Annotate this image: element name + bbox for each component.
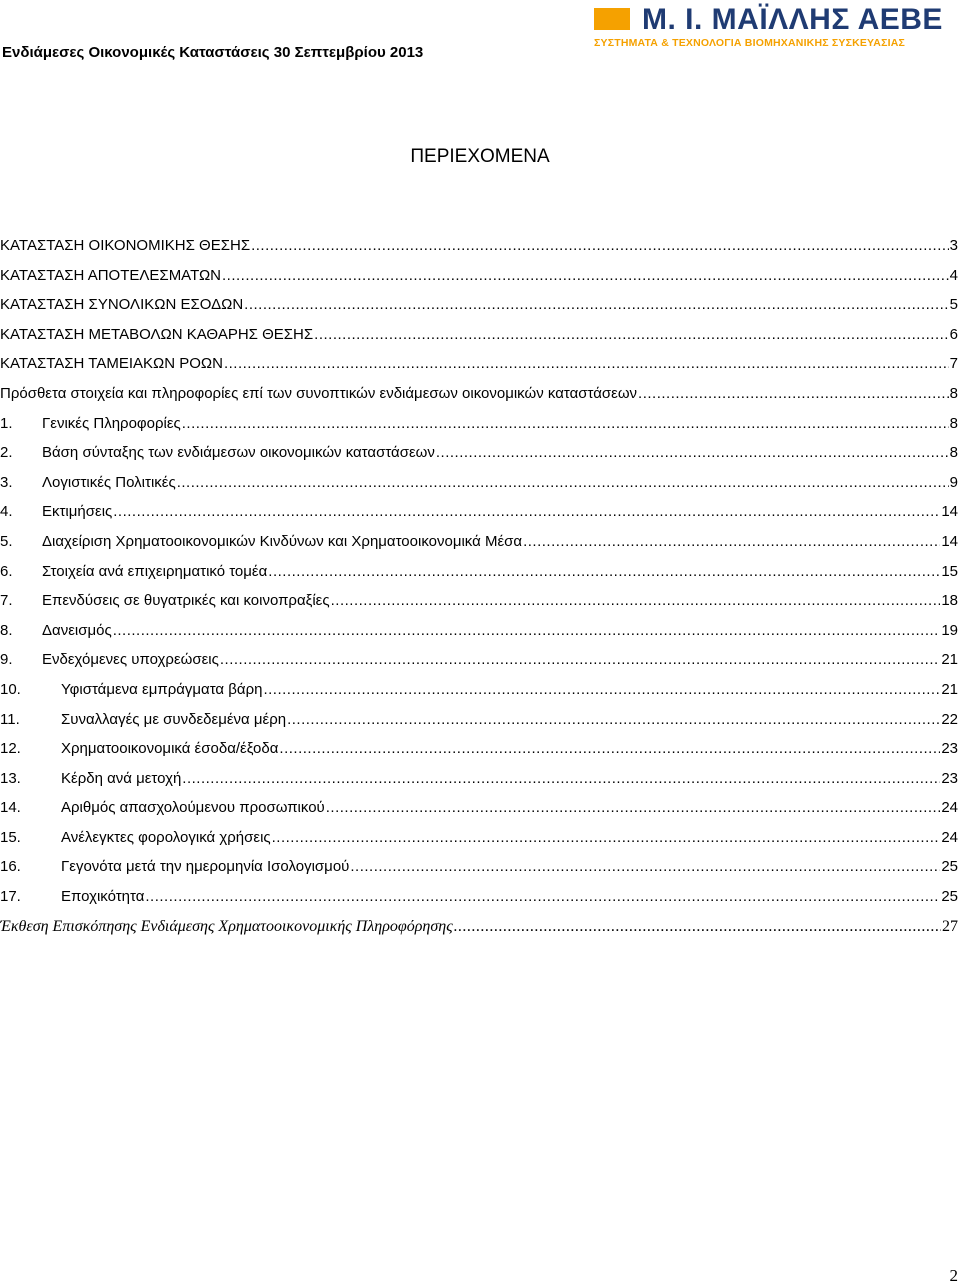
toc-entry[interactable] [0,474,958,504]
toc-entry-label: Αριθμός απασχολούμενου προσωπικού [61,799,325,817]
toc-entry-label: Λογιστικές Πολιτικές [42,473,176,491]
document-title: Ενδιάμεσες Οικονομικές Καταστάσεις 30 Σεπτεμβρίου 2013 [2,44,424,61]
toc-entry-label: Ανέλεγκτες φορολογικά χρήσεις [61,828,271,846]
toc-entry-number: 7. [0,592,13,610]
toc-entry-label: Βάση σύνταξης των ενδιάμεσων οικονομικών καταστάσεων [42,444,435,462]
toc-entry-label: ΚΑΤΑΣΤΑΣΗ ΑΠΟΤΕΛΕΣΜΑΤΩΝ [0,266,222,284]
toc-entry-label: Χρηματοοικονομικά έσοδα/έξοδα [61,740,279,758]
toc-dot-leader [251,237,949,254]
toc-entry-label: Έκθεση Επισκόπησης Ενδιάμεσης Χρηματοοικονομικής Πληροφόρησης [0,917,453,935]
toc-entry-page: 27 [942,917,958,935]
toc-entry[interactable] [0,296,958,326]
toc-dot-leader [113,503,940,520]
toc-entry-page: 7 [949,355,958,373]
toc-entry-page: 22 [941,710,958,728]
toc-entry-page: 9 [949,473,958,491]
toc-entry-label: Γενικές Πληροφορίες [42,414,181,432]
toc-entry-page: 21 [941,680,958,698]
toc-entry-label: ΚΑΤΑΣΤΑΣΗ ΜΕΤΑΒΟΛΩΝ ΚΑΘΑΡΗΣ ΘΕΣΗΣ [0,325,314,343]
toc-entry-page: 8 [949,414,958,432]
toc-dot-leader [177,474,949,491]
toc-dot-leader [454,918,941,936]
toc-entry-label: Εκτιμήσεις [42,503,113,521]
toc-entry-page: 21 [941,651,958,669]
toc-dot-leader [145,888,940,905]
toc-dot-leader [638,385,949,402]
toc-entry-page: 19 [941,621,958,639]
toc-entry[interactable] [0,592,958,622]
toc-title: ΠΕΡΙΕΧΟΜΕΝΑ [410,146,550,167]
toc-entry[interactable] [0,326,958,356]
logo-name: Μ. Ι. ΜΑΪΛΛΗΣ ΑΕΒΕ [642,3,943,36]
toc-entry-page: 8 [949,384,958,402]
toc-entry-page: 25 [941,858,958,876]
toc-entry[interactable] [0,858,958,888]
toc-dot-leader [331,592,941,609]
toc-entry-label: Πρόσθετα στοιχεία και πληροφορίες επί των συνοπτικών ενδιάμεσων οικονομικών καταστάσεων [0,384,638,402]
toc-entry[interactable] [0,888,958,918]
toc-dot-leader [224,355,949,372]
toc-entry-label: Γεγονότα μετά την ημερομηνία Ισολογισμού [61,858,350,876]
toc-entry-label: Στοιχεία ανά επιχειρηματικό τομέα [42,562,268,580]
toc-dot-leader [244,296,948,313]
toc-entry-number: 3. [0,473,13,491]
toc-entry-label: Ενδεχόμενες υποχρεώσεις [42,651,219,669]
toc-entry-number: 10. [0,680,21,698]
company-logo [594,4,960,54]
toc-entry-label: Δανεισμός [42,621,112,639]
toc-entry-label: Υφιστάμενα εμπράγματα βάρη [61,680,263,698]
toc-entry-page: 24 [941,828,958,846]
toc-entry-page: 14 [941,532,958,550]
toc-entry[interactable] [0,355,958,385]
toc-dot-leader [523,533,940,550]
toc-entry[interactable] [0,651,958,681]
toc-entry-number: 15. [0,828,21,846]
toc-entry[interactable] [0,711,958,741]
toc-dot-leader [436,444,949,461]
toc-entry[interactable] [0,770,958,800]
toc-entry-page: 14 [941,503,958,521]
toc-entry[interactable] [0,681,958,711]
toc-entry[interactable] [0,918,958,948]
toc-entry-label: ΚΑΤΑΣΤΑΣΗ ΟΙΚΟΝΟΜΙΚΗΣ ΘΕΣΗΣ [0,237,251,254]
toc-entry[interactable] [0,503,958,533]
toc-entry-label: Κέρδη ανά μετοχή [61,769,182,787]
table-of-contents [0,237,958,947]
toc-entry-number: 2. [0,444,13,462]
toc-dot-leader [268,563,940,580]
toc-entry-page: 23 [941,769,958,787]
toc-entry-page: 15 [941,562,958,580]
toc-dot-leader [279,740,940,757]
toc-entry-number: 16. [0,858,21,876]
toc-entry-label: ΚΑΤΑΣΤΑΣΗ ΤΑΜΕΙΑΚΩΝ ΡΟΩΝ [0,355,223,373]
toc-entry[interactable] [0,799,958,829]
toc-dot-leader [314,326,948,343]
toc-entry-page: 23 [941,740,958,758]
toc-dot-leader [220,651,940,668]
toc-dot-leader [113,622,941,639]
toc-entry-page: 5 [949,296,958,314]
toc-entry-label: Εποχικότητα [61,888,145,906]
toc-dot-leader [182,415,949,432]
logo-tagline: ΣΥΣΤΗΜΑΤΑ & ΤΕΧΝΟΛΟΓΙΑ ΒΙΟΜΗΧΑΝΙΚΗΣ ΣΥΣΚΕΥΑΣΙΑΣ [594,37,905,49]
toc-entry-number: 17. [0,888,21,906]
toc-dot-leader [326,799,941,816]
toc-entry-page: 18 [941,592,958,610]
toc-entry[interactable] [0,740,958,770]
toc-entry-page: 3 [949,237,958,254]
toc-dot-leader [287,711,940,728]
toc-dot-leader [222,267,949,284]
page-number: 2 [949,1266,958,1285]
toc-entry-page: 6 [949,325,958,343]
toc-entry-number: 13. [0,769,21,787]
toc-entry-number: 1. [0,414,13,432]
toc-entry-number: 4. [0,503,13,521]
toc-entry-number: 5. [0,532,13,550]
toc-entry-number: 6. [0,562,13,580]
toc-entry-page: 8 [949,444,958,462]
toc-entry-label: Επενδύσεις σε θυγατρικές και κοινοπραξίες [42,592,330,610]
toc-entry[interactable] [0,444,958,474]
toc-entry-number: 12. [0,740,21,758]
toc-entry[interactable] [0,267,958,297]
toc-entry-number: 8. [0,621,13,639]
toc-dot-leader [272,829,941,846]
toc-entry[interactable] [0,237,958,267]
toc-entry[interactable] [0,385,958,415]
toc-entry[interactable] [0,622,958,652]
toc-entry-number: 11. [0,710,20,728]
toc-entry[interactable] [0,533,958,563]
toc-entry-label: Συναλλαγές με συνδεδεμένα μέρη [61,710,287,728]
toc-entry-label: ΚΑΤΑΣΤΑΣΗ ΣΥΝΟΛΙΚΩΝ ΕΣΟΔΩΝ [0,296,244,314]
logo-square-icon [594,8,630,30]
toc-entry-page: 24 [941,799,958,817]
toc-entry[interactable] [0,563,958,593]
toc-dot-leader [263,681,940,698]
toc-entry-number: 9. [0,651,13,669]
toc-entry-label: Διαχείριση Χρηματοοικονομικών Κινδύνων και Χρηματοοικονομικά Μέσα [42,532,523,550]
toc-entry-number: 14. [0,799,21,817]
toc-entry-page: 4 [949,266,958,284]
toc-entry-page: 25 [941,888,958,906]
toc-entry[interactable] [0,829,958,859]
toc-entry[interactable] [0,415,958,445]
toc-dot-leader [350,858,940,875]
toc-dot-leader [182,770,940,787]
